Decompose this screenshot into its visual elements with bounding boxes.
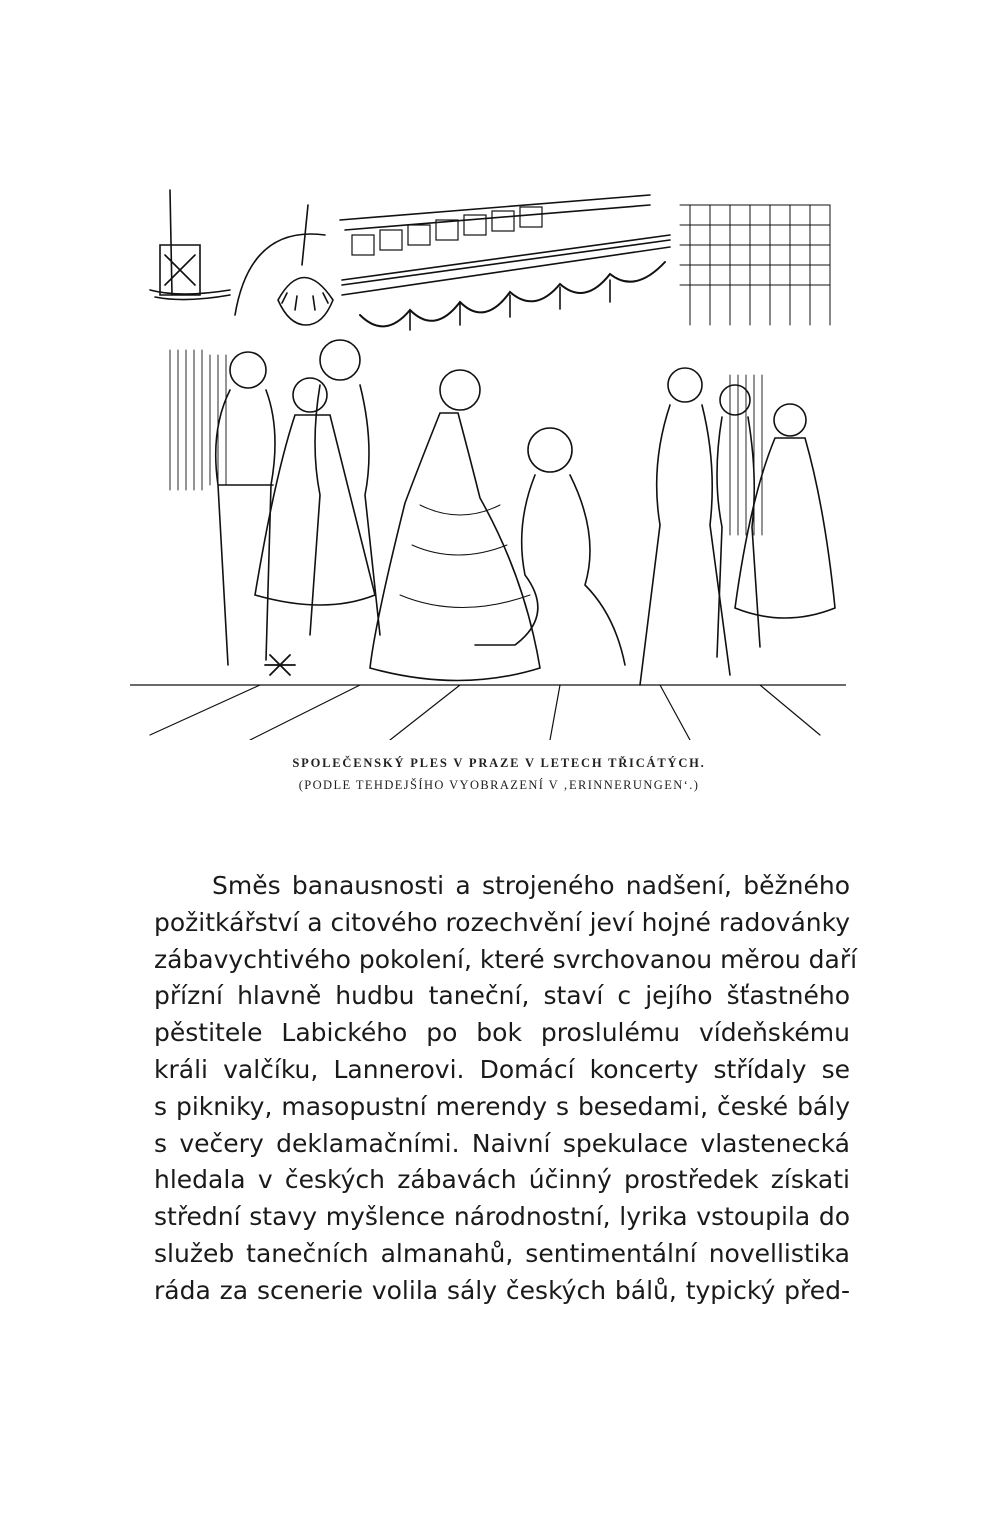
ballroom-illustration — [130, 185, 846, 740]
text-line: služeb tanečních almanahů, sentimentální novellistika — [154, 1238, 850, 1268]
text-line: zábavychtivého pokolení, které svrchovanou měrou daří — [154, 944, 858, 974]
text-line: s pikniky, masopustní merendy s besedami, české bály — [154, 1091, 850, 1121]
text-line: pěstitele Labického po bok proslulému vídeňskému — [154, 1018, 850, 1048]
text-line: ráda za scenerie volila sály českých bálů, typický před- — [154, 1275, 850, 1305]
text-line: Směs banausnosti a strojeného nadšení, běžného — [212, 871, 850, 900]
body-paragraph — [154, 868, 858, 1310]
figure-caption-source: (PODLE TEHDEJŠÍHO VYOBRAZENÍ V ‚ERINNERUNGEN‘.) — [298, 778, 700, 792]
text-line: střední stavy myšlence národnostní, lyrika vstoupila do — [154, 1202, 850, 1232]
text-line: přízní hlavně hudbu taneční, staví c jejího šťastného — [154, 981, 850, 1011]
text-line: hledala v českých zábavách účinný prostředek získati — [154, 1165, 850, 1195]
text-line: králi valčíku, Lannerovi. Domácí koncerty střídaly se — [154, 1054, 850, 1084]
engraving-drawing — [130, 185, 846, 740]
figure-caption-title: SPOLEČENSKÝ PLES V PRAZE V LETECH TŘICÁTÝCH. — [292, 756, 706, 770]
text-line: s večery deklamačními. Naivní spekulace vlastenecká — [154, 1128, 850, 1158]
text-line: požitkářství a citového rozechvění jeví hojné radovánky — [154, 907, 850, 937]
